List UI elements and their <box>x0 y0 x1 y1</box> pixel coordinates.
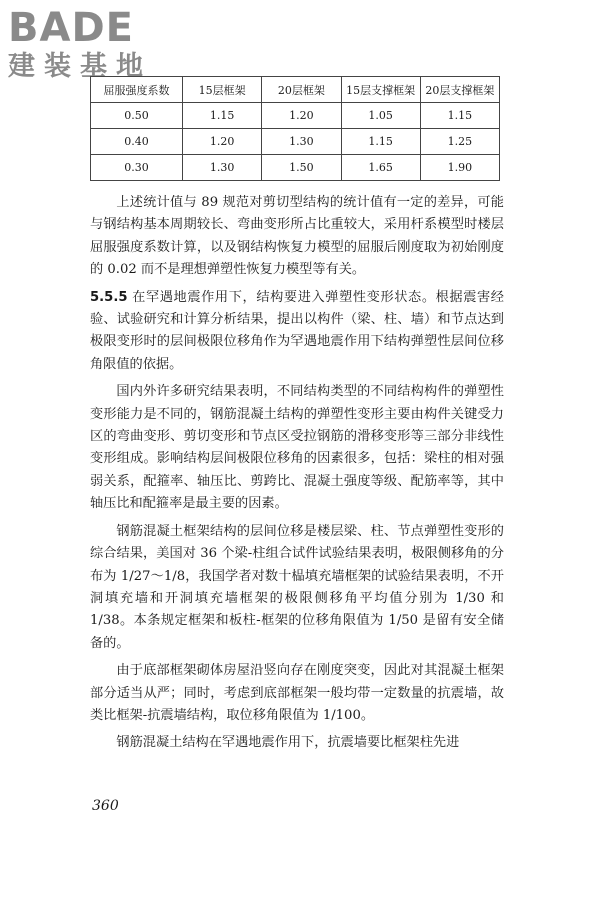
table-header-row <box>91 77 500 103</box>
page-number: 360 <box>92 798 119 814</box>
watermark-logo <box>8 6 152 84</box>
table-row <box>91 103 500 129</box>
logo-brand-cn: 建装基地 <box>8 51 152 82</box>
body-text <box>90 192 504 760</box>
table-cell: 0.30 <box>91 155 183 181</box>
paragraph: 国内外许多研究结果表明，不同结构类型的不同结构构件的弹塑性变形能力是不同的，钢筋混凝土结构的弹塑性变形主要由构件关键受力区的弯曲变形、剪切变形和节点区受拉钢筋的滑移变形等三部分非线性变形组成。影响结构层间极限位移角的因素很多，包括：梁柱的相对强弱关系，配箍率、轴压比、剪跨比、混凝土强度等级、配筋率等，其中轴压比和配箍率是最主要的因素。 <box>90 384 504 512</box>
paragraph: 钢筋混凝土框架结构的层间位移是楼层梁、柱、节点弹塑性变形的综合结果，美国对 36 个梁-柱组合试件试验结果表明，极限侧移角的分布为 1/27～1/8，我国学者对数十榀填充墙框架的试验结果表明，不开洞填充墙和开洞填充墙框架的极限侧移角平均值分别为 1/30 和 1/38。本条规定框架和板柱-框架的位移角限值为 1/50 是留有安全储备的。 <box>90 523 504 651</box>
table-header-cell: 15层支撑框架 <box>341 77 420 103</box>
table-cell: 1.05 <box>341 103 420 129</box>
table-cell: 1.25 <box>420 129 499 155</box>
table-row <box>91 129 500 155</box>
table-cell: 0.40 <box>91 129 183 155</box>
table-cell: 1.15 <box>341 129 420 155</box>
table-header-cell: 屈服强度系数 <box>91 77 183 103</box>
paragraph: 由于底部框架砌体房屋沿竖向存在刚度突变，因此对其混凝土框架部分适当从严；同时，考虑到底部框架一般均带一定数量的抗震墙，故类比框架-抗震墙结构，取位移角限值为 1/100。 <box>90 663 504 723</box>
table-row <box>91 155 500 181</box>
table-header-cell: 20层框架 <box>262 77 341 103</box>
clause-paragraph <box>90 287 504 377</box>
table-cell: 1.30 <box>262 129 341 155</box>
paragraph: 上述统计值与 89 规范对剪切型结构的统计值有一定的差异，可能与钢结构基本周期较长、弯曲变形所占比重较大，采用杆系模型时楼层屈服强度系数计算，以及钢结构恢复力模型的屈服后刚度取为初始刚度的 0.02 而不是理想弹塑性恢复力模型等有关。 <box>90 195 504 278</box>
table-cell: 1.20 <box>262 103 341 129</box>
clause-number: 5.5.5 <box>90 289 128 305</box>
logo-brand-en: BADE <box>8 5 134 51</box>
table-cell: 1.15 <box>420 103 499 129</box>
table-header-cell: 15层框架 <box>183 77 262 103</box>
table-cell: 1.30 <box>183 155 262 181</box>
table-cell: 1.20 <box>183 129 262 155</box>
table-cell: 1.15 <box>183 103 262 129</box>
table-header-cell: 20层支撑框架 <box>420 77 499 103</box>
table-cell: 1.65 <box>341 155 420 181</box>
table-cell: 0.50 <box>91 103 183 129</box>
table-cell: 1.90 <box>420 155 499 181</box>
clause-text: 在罕遇地震作用下，结构要进入弹塑性变形状态。根据震害经验、试验研究和计算分析结果，提出以构件（梁、柱、墙）和节点达到极限变形时的层间极限位移角作为罕遇地震作用下结构弹塑性层间位移角限值的依据。 <box>90 289 504 372</box>
paragraph: 钢筋混凝土结构在罕遇地震作用下，抗震墙要比框架柱先进 <box>116 735 460 751</box>
story-drift-coefficient-table <box>90 76 500 181</box>
table-cell: 1.50 <box>262 155 341 181</box>
